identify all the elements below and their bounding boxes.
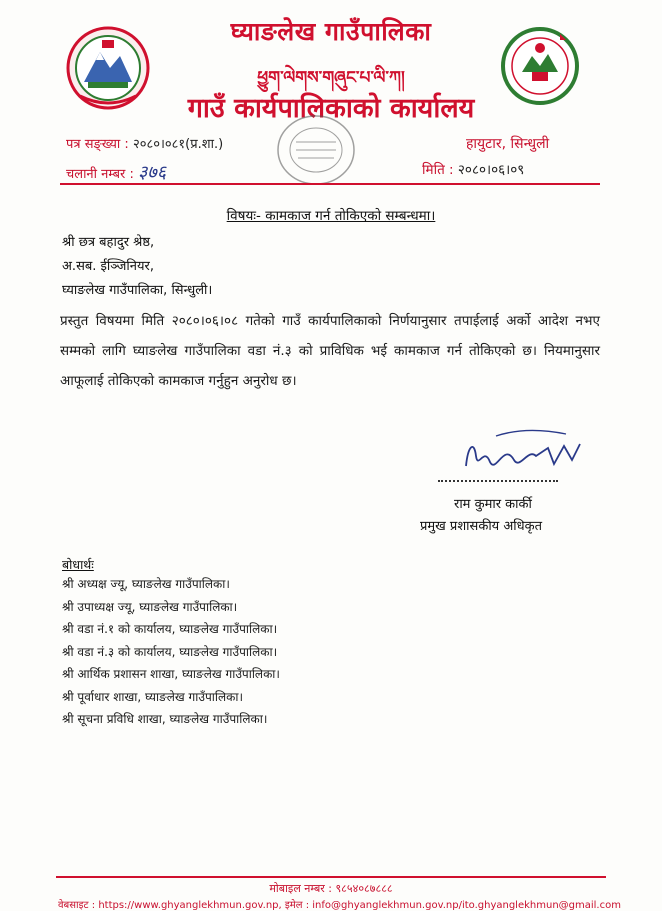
footer-mobile bbox=[0, 881, 662, 896]
signatory-name: राम कुमार कार्की bbox=[454, 497, 532, 512]
website-label: वेबसाइट : bbox=[58, 900, 96, 911]
date-label: मिति : bbox=[422, 162, 454, 178]
cc-item: श्री उपाध्यक्ष ज्यू, घ्याङलेख गाउँपालिका। bbox=[62, 599, 238, 614]
recipient-name: श्री छत्र बहादुर श्रेष्ठ, bbox=[62, 235, 155, 250]
dispatch-number bbox=[66, 160, 166, 184]
cc-item: श्री वडा नं.१ को कार्यालय, घ्याङलेख गाउँपालिका। bbox=[62, 622, 278, 636]
cc-item: श्री अध्यक्ष ज्यू, घ्याङलेख गाउँपालिका। bbox=[62, 577, 230, 591]
cc-item: श्री सूचना प्रविधि शाखा, घ्याङलेख गाउँपालिका। bbox=[62, 712, 268, 726]
recipient-title: अ.सब. ईञ्जिनियर, bbox=[62, 259, 155, 274]
header-title: घ्याङलेख गाउँपालिका bbox=[230, 17, 432, 46]
dispatch-label: चलानी नम्बर : bbox=[66, 167, 134, 182]
footer-divider bbox=[56, 876, 606, 878]
header-subtitle-tibetan: ཕྱུག་ལེགས་གཞུང་པ་ལི་ཀ། bbox=[257, 68, 405, 88]
cc-item: श्री पूर्वाधार शाखा, घ्याङलेख गाउँपालिका। bbox=[62, 689, 243, 704]
website-link[interactable]: https://www.ghyanglekhmun.gov.np, bbox=[98, 900, 282, 911]
header-divider bbox=[60, 183, 600, 185]
header-office-name: गाउँ कार्यपालिकाको कार्यालय bbox=[187, 93, 475, 124]
signatory-designation: प्रमुख प्रशासकीय अधिकृत bbox=[420, 519, 543, 534]
mobile-value: ९८५४०८७८८८ bbox=[335, 882, 393, 895]
date bbox=[422, 160, 524, 178]
cc-item: श्री वडा नं.३ को कार्यालय, घ्याङलेख गाउँपालिका। bbox=[62, 644, 278, 659]
office-stamp bbox=[274, 112, 358, 188]
signature-graphic bbox=[456, 426, 586, 486]
signature-dotted-line bbox=[438, 480, 558, 482]
subject-line: विषयः- कामकाज गर्न तोकिएको सम्बन्धमा। bbox=[226, 208, 436, 224]
date-value: २०८०।०६।०९ bbox=[457, 162, 525, 178]
reference-number bbox=[66, 134, 223, 152]
email-link[interactable]: info@ghyanglekhmun.gov.np/ito.ghyanglekhmun@gmail.com bbox=[312, 900, 621, 911]
cc-heading: बोधार्थः bbox=[62, 557, 94, 572]
letter-body: प्रस्तुत विषयमा मिति २०८०।०६।०८ गतेको गाउँ कार्यपालिकाको निर्णयानुसार तपाईलाई अर्को आदेश नभए सम्मको लागि घ्याङलेख गाउँपालिका वडा नं.३ को प्राविधिक भई कामकाज गर्न तोकिएको छ। नियमानुसार आफूलाई तोकिएको कामकाज गर्नुहुन अनुरोध छ। bbox=[60, 313, 600, 389]
cc-list bbox=[62, 573, 280, 731]
recipient-office: घ्याङलेख गाउँपालिका, सिन्धुली। bbox=[62, 283, 213, 298]
mobile-label: मोबाइल नम्बर : bbox=[269, 882, 332, 895]
footer-contact bbox=[58, 897, 658, 911]
cc-item: श्री आर्थिक प्रशासन शाखा, घ्याङलेख गाउँपालिका। bbox=[62, 667, 280, 681]
reference-label: पत्र सङ्ख्या : bbox=[66, 137, 129, 152]
place: हायुटार, सिन्धुली bbox=[466, 136, 550, 152]
reference-value: २०८०।०८१(प्र.शा.) bbox=[132, 137, 224, 152]
dispatch-value-handwritten: ३७६ bbox=[137, 162, 167, 183]
email-label: इमेल : bbox=[284, 900, 310, 911]
